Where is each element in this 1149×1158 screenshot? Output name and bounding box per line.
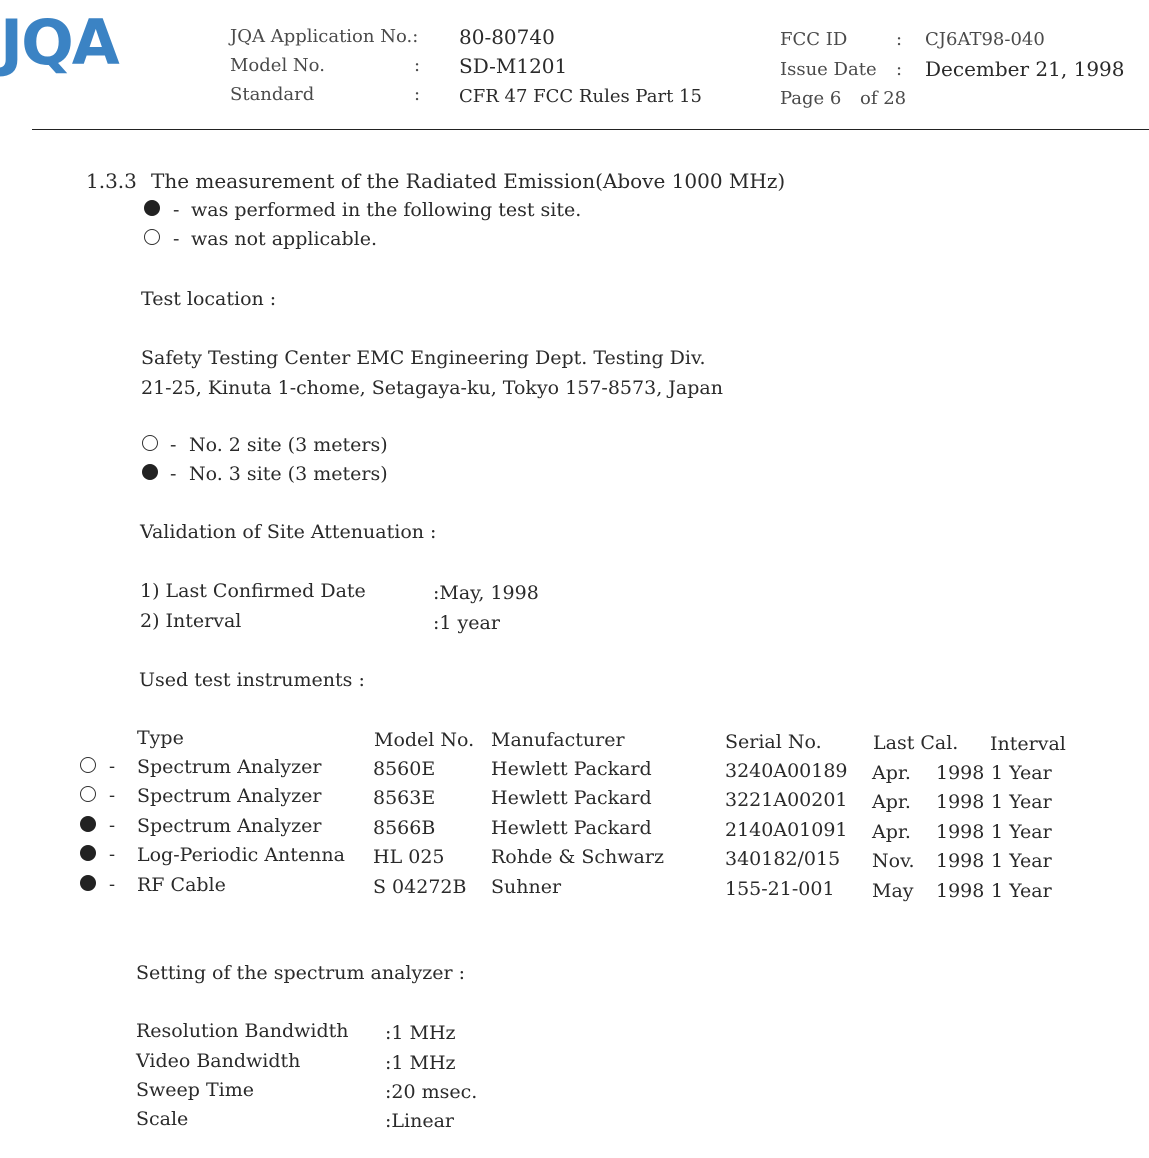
instrument-manufacturer: Rohde & Schwarz — [491, 846, 664, 868]
validation-label-interval: 2) Interval — [140, 610, 242, 632]
setting-label-sweep: Sweep Time — [136, 1079, 254, 1101]
radio-not-applicable-empty — [144, 229, 160, 245]
instrument-manufacturer: Suhner — [491, 876, 562, 898]
issue-date-label: Issue Date — [780, 59, 877, 80]
column-header-serial: Serial No. — [725, 731, 822, 753]
column-header-interval: Interval — [990, 733, 1066, 755]
instrument-serial: 340182/015 — [725, 848, 841, 870]
instrument-interval: 1 Year — [991, 791, 1052, 813]
radio-site-2-empty — [142, 435, 158, 451]
instrument-interval: 1 Year — [991, 880, 1052, 902]
site-dash: - — [170, 434, 177, 456]
instrument-type: Spectrum Analyzer — [137, 815, 322, 837]
column-header-type: Type — [137, 727, 184, 749]
instrument-type: Spectrum Analyzer — [137, 785, 322, 807]
instrument-type: Log-Periodic Antenna — [137, 844, 345, 866]
option-performed: was performed in the following test site. — [191, 199, 582, 221]
section-number: 1.3.3 — [86, 169, 137, 193]
instrument-interval: 1 Year — [991, 762, 1052, 784]
analyzer-heading: Setting of the spectrum analyzer : — [136, 962, 466, 984]
location-line-1: Safety Testing Center EMC Engineering Dept. Testing Div. — [141, 347, 706, 369]
column-header-model: Model No. — [374, 729, 475, 751]
instrument-radio-filled — [80, 816, 96, 832]
instrument-cal-month: Nov. — [872, 850, 915, 872]
application-no-value: 80-80740 — [459, 25, 555, 49]
page-total: of 28 — [860, 88, 907, 109]
instrument-cal-month: Apr. — [872, 821, 911, 843]
issue-date-value: December 21, 1998 — [925, 57, 1125, 81]
instrument-manufacturer: Hewlett Packard — [491, 758, 652, 780]
instrument-serial: 3240A00189 — [725, 760, 848, 782]
instruments-heading: Used test instruments : — [139, 669, 365, 691]
standard-value: CFR 47 FCC Rules Part 15 — [459, 86, 702, 107]
model-no-value: SD-M1201 — [459, 54, 568, 78]
option-not-applicable: was not applicable. — [191, 228, 378, 250]
setting-value-scale: :Linear — [385, 1110, 454, 1132]
fcc-id-colon: : — [896, 29, 903, 50]
fcc-id-value: CJ6AT98-040 — [925, 29, 1045, 50]
standard-label: Standard — [230, 84, 315, 105]
validation-value-date: :May, 1998 — [433, 582, 539, 604]
radio-site-3-filled — [142, 464, 158, 480]
instrument-model: 8560E — [373, 758, 436, 780]
instrument-cal-year: 1998 — [936, 791, 985, 813]
instrument-type: RF Cable — [137, 874, 226, 896]
instrument-manufacturer: Hewlett Packard — [491, 787, 652, 809]
option-dash: - — [173, 199, 180, 221]
instrument-dash: - — [109, 756, 116, 777]
model-no-colon: : — [414, 55, 421, 76]
instrument-model: 8563E — [373, 787, 436, 809]
model-no-label: Model No. — [230, 55, 325, 76]
instrument-interval: 1 Year — [991, 821, 1052, 843]
instrument-model: S 04272B — [373, 876, 467, 898]
standard-colon: : — [414, 84, 421, 105]
header-divider — [32, 129, 1149, 130]
site-2-text: No. 2 site (3 meters) — [189, 434, 388, 456]
test-location-heading: Test location : — [141, 288, 277, 310]
radio-performed-filled — [144, 200, 160, 216]
fcc-id-label: FCC ID — [780, 29, 848, 50]
setting-label-rbw: Resolution Bandwidth — [136, 1020, 349, 1042]
application-no-label: JQA Application No.: — [230, 26, 419, 47]
jqa-logo: JQA — [0, 6, 118, 79]
instrument-dash: - — [109, 785, 116, 806]
option-dash: - — [173, 228, 180, 250]
validation-heading: Validation of Site Attenuation : — [140, 521, 437, 543]
instrument-cal-year: 1998 — [936, 880, 985, 902]
section-title: The measurement of the Radiated Emission(Above 1000 MHz) — [151, 169, 786, 193]
validation-value-interval: :1 year — [433, 612, 500, 634]
site-3-text: No. 3 site (3 meters) — [189, 463, 388, 485]
column-header-manufacturer: Manufacturer — [491, 729, 625, 751]
column-header-last-cal: Last Cal. — [873, 732, 959, 754]
instrument-serial: 3221A00201 — [725, 789, 848, 811]
instrument-radio-filled — [80, 875, 96, 891]
setting-value-vbw: :1 MHz — [385, 1052, 456, 1074]
instrument-radio-empty — [80, 757, 96, 773]
instrument-dash: - — [109, 874, 116, 895]
instrument-cal-month: Apr. — [872, 762, 911, 784]
setting-label-scale: Scale — [136, 1108, 189, 1130]
setting-value-rbw: :1 MHz — [385, 1022, 456, 1044]
instrument-model: 8566B — [373, 817, 436, 839]
page-number: Page 6 — [780, 88, 842, 109]
instrument-dash: - — [109, 815, 116, 836]
instrument-serial: 155-21-001 — [725, 878, 835, 900]
instrument-cal-year: 1998 — [936, 762, 985, 784]
instrument-serial: 2140A01091 — [725, 819, 848, 841]
instrument-manufacturer: Hewlett Packard — [491, 817, 652, 839]
validation-label-date: 1) Last Confirmed Date — [140, 580, 366, 602]
site-dash: - — [170, 463, 177, 485]
setting-value-sweep: :20 msec. — [385, 1081, 478, 1103]
instrument-radio-filled — [80, 845, 96, 861]
location-line-2: 21-25, Kinuta 1-chome, Setagaya-ku, Tokyo 157-8573, Japan — [141, 377, 723, 399]
instrument-model: HL 025 — [373, 846, 445, 868]
setting-label-vbw: Video Bandwidth — [136, 1050, 301, 1072]
instrument-type: Spectrum Analyzer — [137, 756, 322, 778]
issue-date-colon: : — [896, 59, 903, 80]
instrument-interval: 1 Year — [991, 850, 1052, 872]
instrument-cal-month: Apr. — [872, 791, 911, 813]
instrument-radio-empty — [80, 786, 96, 802]
instrument-cal-month: May — [872, 880, 914, 902]
instrument-dash: - — [109, 844, 116, 865]
instrument-cal-year: 1998 — [936, 850, 985, 872]
instrument-cal-year: 1998 — [936, 821, 985, 843]
